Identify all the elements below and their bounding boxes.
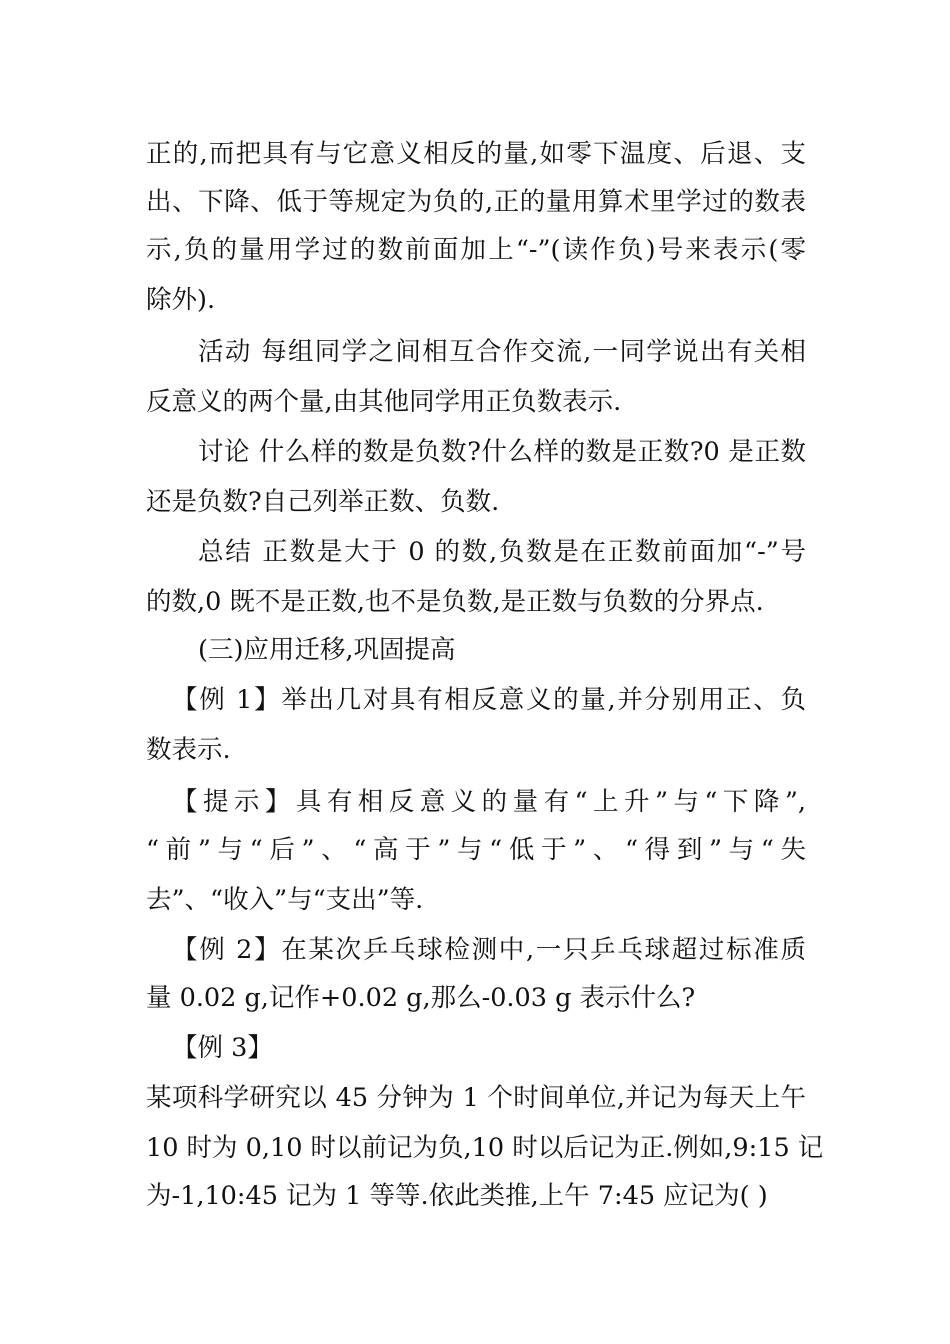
- text-line: 示,负的量用学过的数前面加上“-”(读作负)号来表示(零: [146, 235, 806, 265]
- activity-heading-line: 活动 每组同学之间相互合作交流,一同学说出有关相: [198, 337, 806, 367]
- text-line: 某项科学研究以 45 分钟为 1 个时间单位,并记为每天上午: [146, 1083, 806, 1113]
- discussion-heading-line: 讨论 什么样的数是负数?什么样的数是正数?0 是正数: [198, 437, 806, 467]
- summary-heading-line: 总结 正数是大于 0 的数,负数是在正数前面加“-”号: [198, 537, 806, 567]
- text-line: 10 时为 0,10 时以前记为负,10 时以后记为正.例如,9:15 记: [146, 1133, 824, 1163]
- text-line: 为-1,10:45 记为 1 等等.依此类推,上午 7:45 应记为( ): [146, 1181, 768, 1211]
- example-2-line: 【例 2】在某次乒乓球检测中,一只乒乓球超过标准质: [172, 935, 806, 965]
- text-line: 正的,而把具有与它意义相反的量,如零下温度、后退、支: [146, 139, 806, 169]
- text-line: 去”、“收入”与“支出”等.: [146, 885, 424, 915]
- hint-line: 【提示】具有相反意义的量有“上升”与“下降”,: [172, 787, 806, 817]
- text-line: 的数,0 既不是正数,也不是负数,是正数与负数的分界点.: [146, 587, 764, 617]
- text-line: 数表示.: [146, 735, 231, 765]
- text-line: 量 0.02 g,记作+0.02 g,那么-0.03 g 表示什么?: [146, 983, 696, 1013]
- example-1-line: 【例 1】举出几对具有相反意义的量,并分别用正、负: [172, 685, 806, 715]
- text-line: 出、下降、低于等规定为负的,正的量用算术里学过的数表: [146, 187, 806, 217]
- section-heading: (三)应用迁移,巩固提高: [198, 635, 456, 665]
- text-line: 反意义的两个量,由其他同学用正负数表示.: [146, 387, 622, 417]
- text-line: 还是负数?自己列举正数、负数.: [146, 487, 500, 517]
- example-3-label: 【例 3】: [172, 1033, 273, 1063]
- text-line: 除外).: [146, 285, 216, 315]
- text-line: “前”与“后”、“高于”与“低于”、“得到”与“失: [146, 835, 806, 865]
